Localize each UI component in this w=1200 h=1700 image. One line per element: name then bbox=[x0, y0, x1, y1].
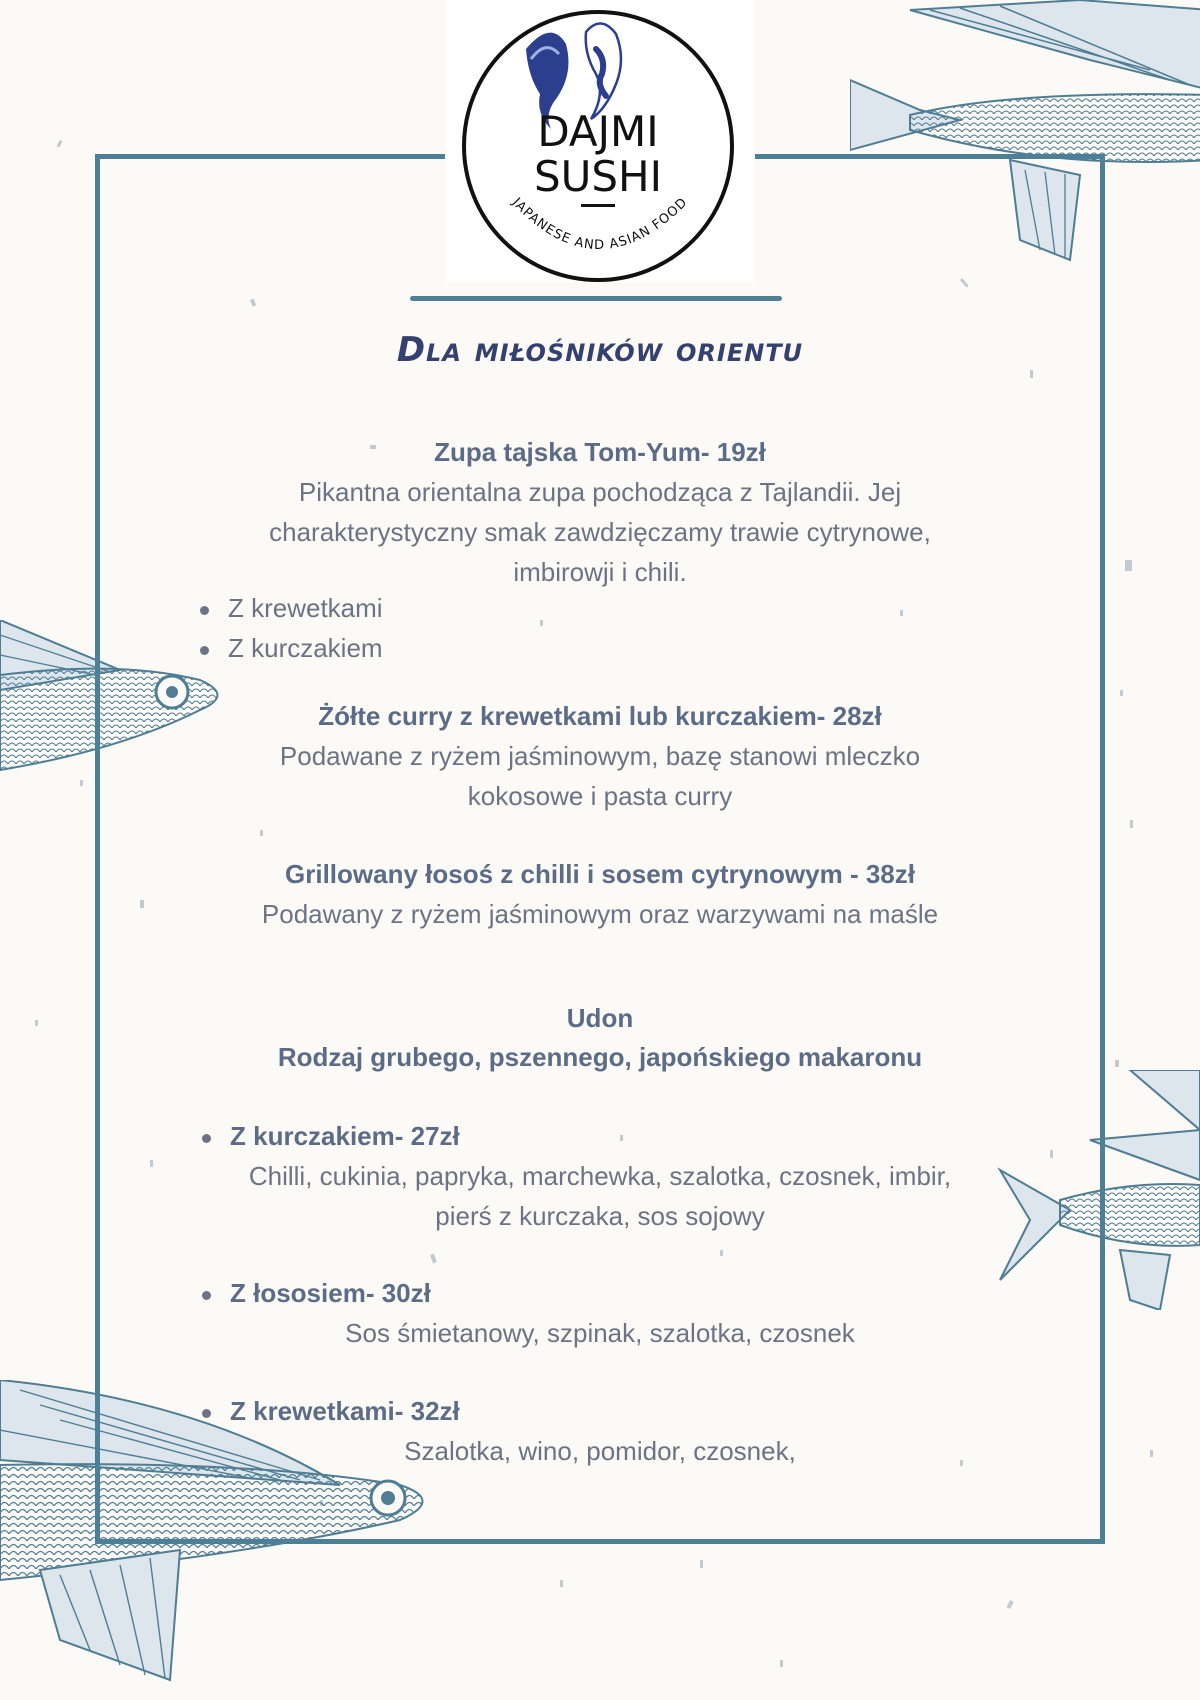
dish-name-losos: Grillowany łosoś z chilli i sosem cytrynowym - 38zł bbox=[285, 859, 915, 889]
udon-item-losos: Z łososiem- 30zł bbox=[230, 1278, 431, 1308]
option-krewetki: Z krewetkami bbox=[228, 593, 383, 623]
desc-line: imbirowji i chili. bbox=[513, 557, 687, 587]
section-title: Dla miłośników orientu bbox=[396, 330, 804, 370]
desc-line: Podawane z ryżem jaśminowym, bazę stanowi mleczko bbox=[279, 741, 921, 771]
desc-line: kokosowe i pasta curry bbox=[467, 781, 733, 811]
desc-line: Pikantna orientalna zupa pochodząca z Tajlandii. Jej bbox=[298, 477, 902, 507]
udon-title: Udon bbox=[566, 1003, 634, 1033]
dish-desc-curry bbox=[0, 736, 1200, 816]
logo-tagline: JAPANESE AND ASIAN FOOD bbox=[508, 194, 691, 254]
udon-item-krewetki: Z krewetkami- 32zł bbox=[230, 1396, 460, 1426]
udon-desc-kurczak bbox=[0, 1156, 1200, 1236]
udon-desc-losos: Sos śmietanowy, szpinak, szalotka, czosnek bbox=[345, 1318, 855, 1348]
udon-item-kurczak: Z kurczakiem- 27zł bbox=[230, 1121, 460, 1151]
dish-desc-zupa bbox=[0, 472, 1200, 592]
dish-name-curry: Żółte curry z krewetkami lub kurczakiem- 28zł bbox=[318, 701, 882, 731]
logo-text-dajmi: DAJMI bbox=[537, 107, 659, 156]
desc-line: charakterystyczny smak zawdzięczamy trawie cytrynowe, bbox=[269, 517, 931, 547]
udon-subtitle: Rodzaj grubego, pszennego, japońskiego makaronu bbox=[277, 1042, 923, 1072]
desc-line: pierś z kurczaka, sos sojowy bbox=[435, 1201, 765, 1231]
dish-desc-losos: Podawany z ryżem jaśminowym oraz warzywami na maśle bbox=[261, 899, 939, 929]
logo-text-sushi: SUSHI bbox=[533, 152, 663, 201]
dish-name-zupa: Zupa tajska Tom-Yum- 19zł bbox=[434, 437, 766, 467]
udon-desc-krewetki: Szalotka, wino, pomidor, czosnek, bbox=[404, 1436, 796, 1466]
desc-line: Chilli, cukinia, papryka, marchewka, szalotka, czosnek, imbir, bbox=[248, 1161, 952, 1191]
option-kurczak: Z kurczakiem bbox=[228, 633, 383, 663]
